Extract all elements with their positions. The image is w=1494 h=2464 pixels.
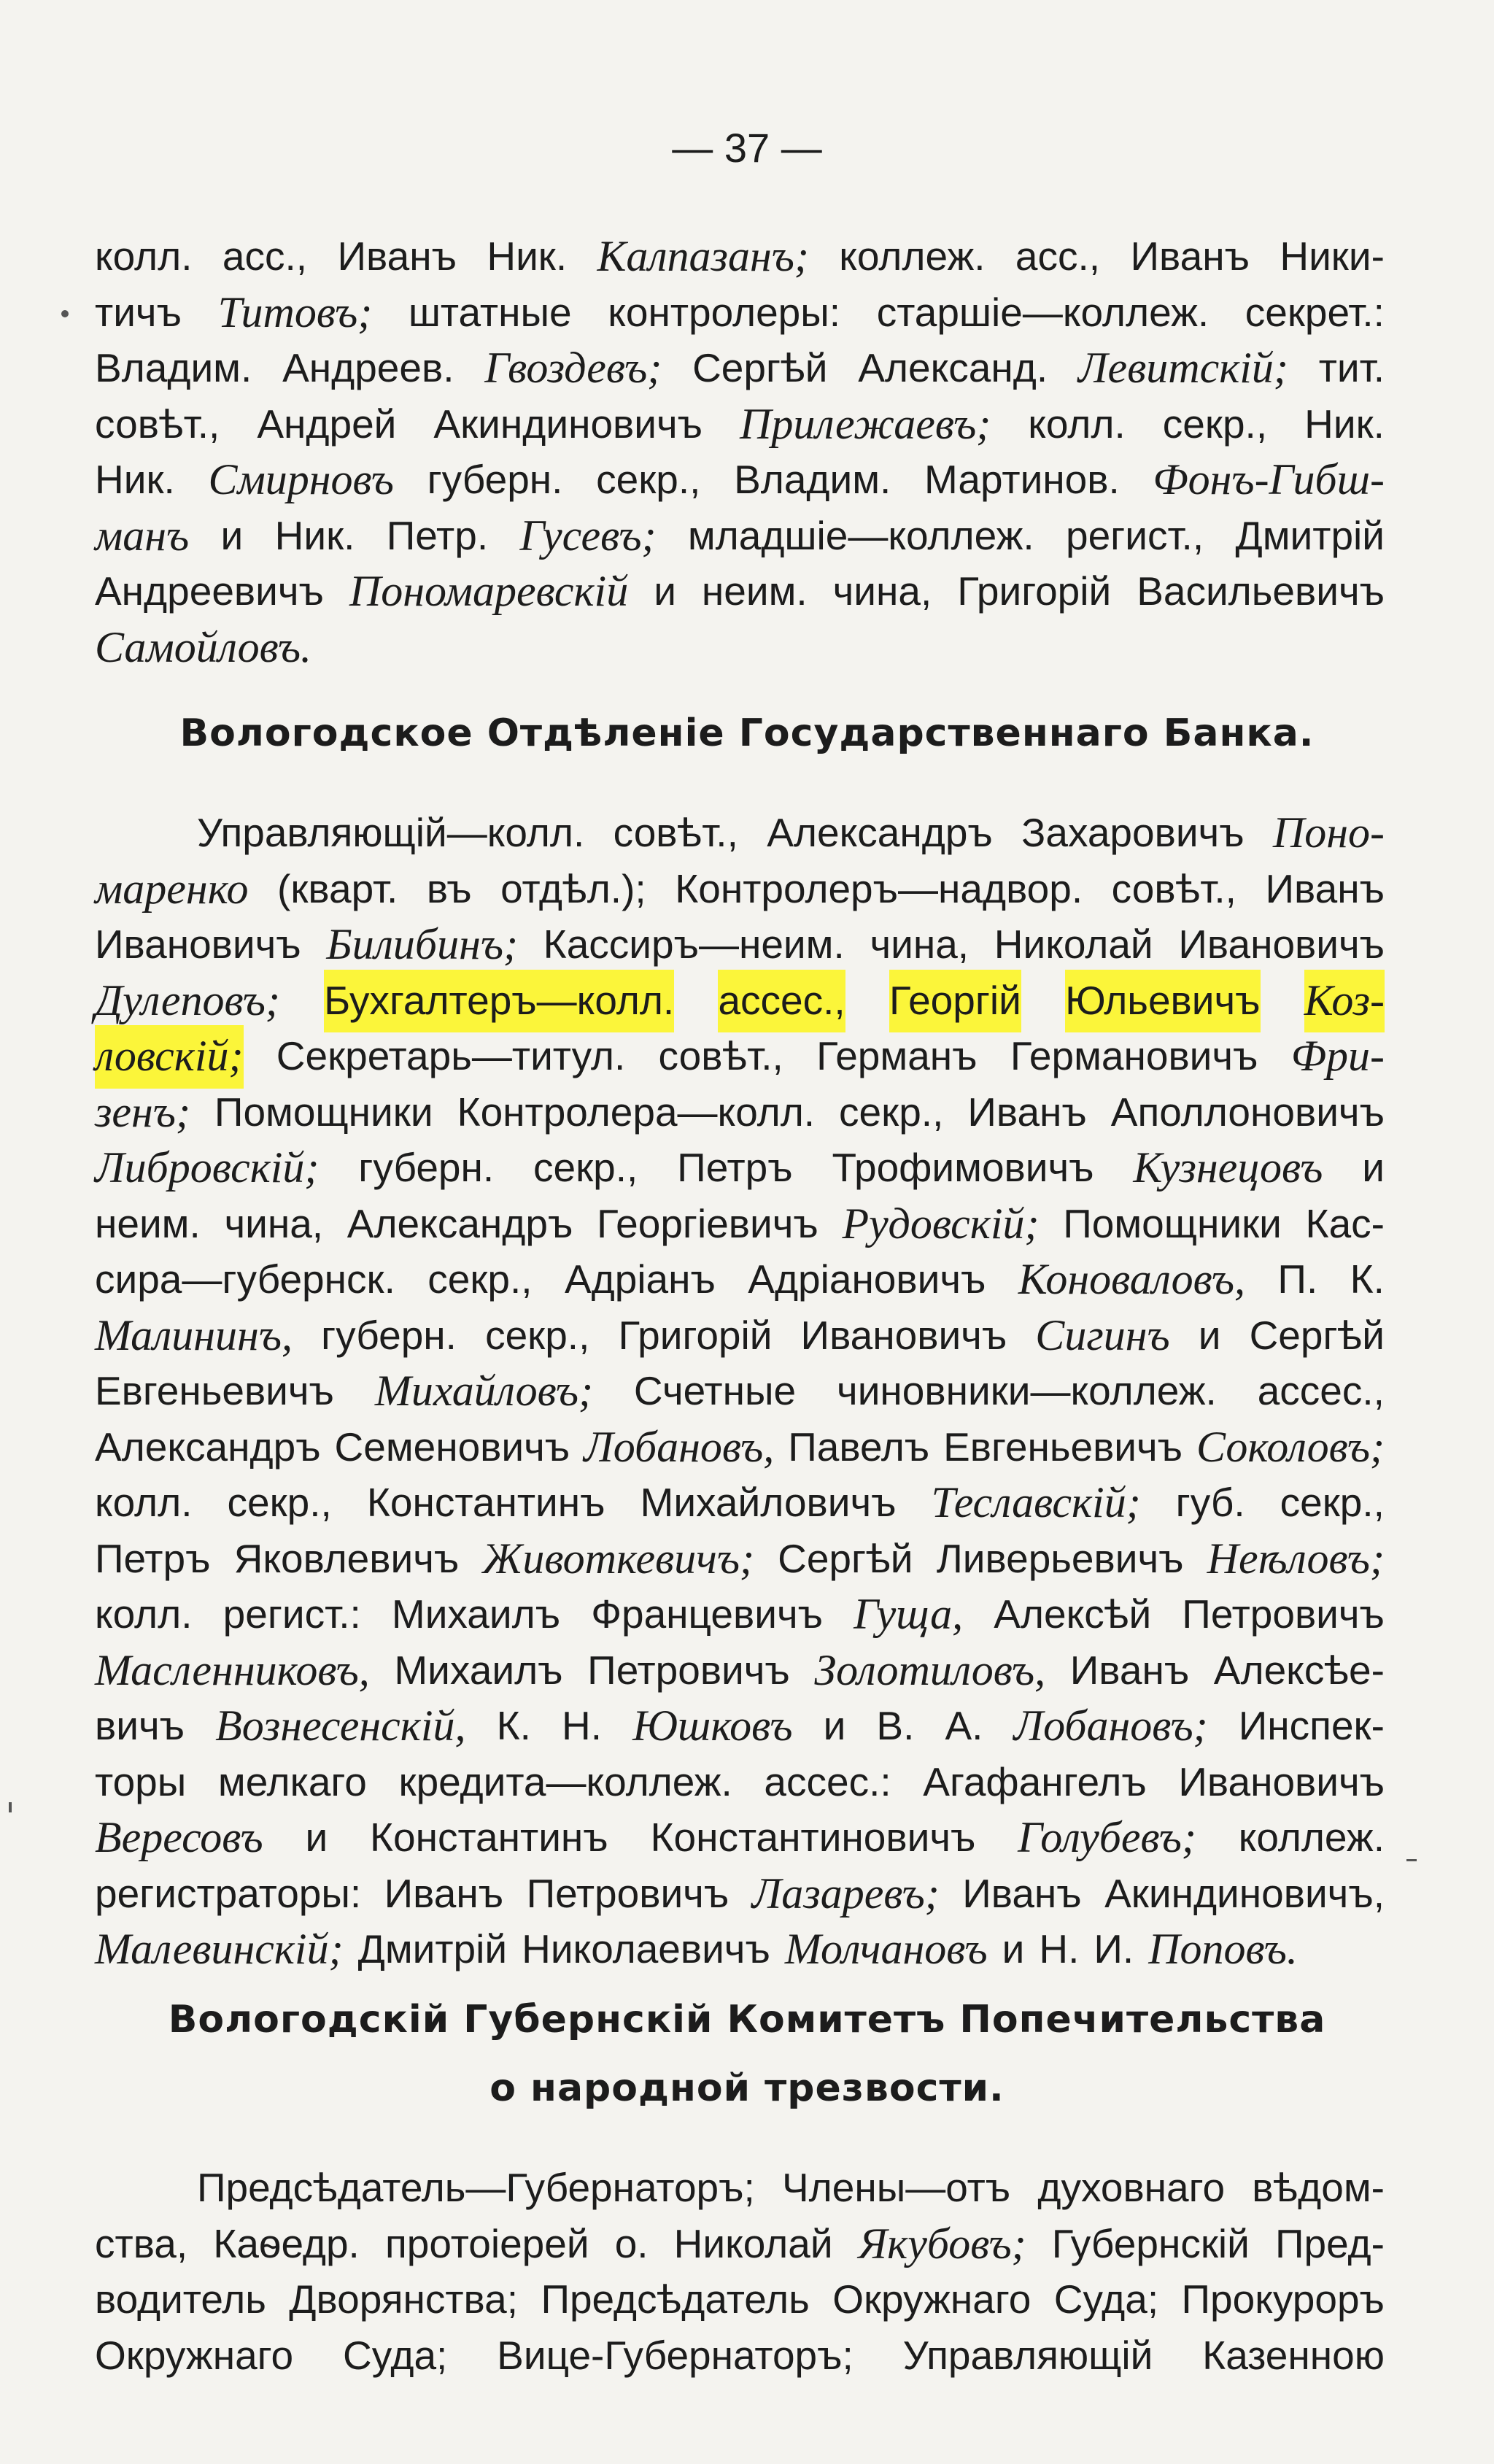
word: Предсѣдатель—Губернаторъ; bbox=[197, 2165, 755, 2210]
word: Казенною bbox=[1202, 2332, 1385, 2378]
word: Окружнаго bbox=[832, 2276, 1032, 2322]
word: Кас- bbox=[1305, 1200, 1385, 1246]
text-line bbox=[95, 2216, 1385, 2272]
word: неим. bbox=[95, 1200, 201, 1246]
word: Михайловичъ bbox=[640, 1480, 897, 1525]
word: Ивановичъ bbox=[1178, 1758, 1385, 1804]
surname-word: маренко bbox=[95, 864, 249, 913]
word: Семеновичъ bbox=[334, 1424, 570, 1469]
word: Акиндиновичъ bbox=[433, 401, 703, 447]
text-line bbox=[95, 1251, 1385, 1308]
temperance-committee-paragraph bbox=[95, 2160, 1385, 2383]
surname-word: Калпазанъ; bbox=[597, 232, 809, 280]
word: Вице-Губернаторъ; bbox=[497, 2332, 854, 2378]
word: асс., bbox=[222, 233, 308, 279]
word: Управляющій—колл. bbox=[197, 810, 585, 855]
surname-word: Якубовъ; bbox=[858, 2219, 1026, 2268]
word: Евгеньевичъ bbox=[943, 1424, 1183, 1469]
surname-word: Вознесенскій, bbox=[215, 1702, 466, 1750]
word: и bbox=[1002, 1926, 1025, 1971]
text-line bbox=[95, 973, 1385, 1029]
word: Ник. bbox=[95, 457, 175, 502]
word: секр., bbox=[839, 1089, 944, 1135]
word: вичъ bbox=[95, 1703, 185, 1748]
text-line bbox=[95, 452, 1385, 508]
word: торы bbox=[95, 1758, 187, 1804]
surname-word: Дулеповъ; bbox=[95, 976, 280, 1024]
word: Константиновичъ bbox=[650, 1815, 976, 1860]
text-line bbox=[95, 2160, 1385, 2216]
word: Петровичъ bbox=[526, 1870, 729, 1916]
word: мелкаго bbox=[217, 1758, 367, 1804]
surname-word: Коз- bbox=[1304, 973, 1385, 1029]
word: Окружнаго bbox=[95, 2332, 294, 2378]
word: коллеж. bbox=[1238, 1815, 1385, 1860]
scan-speck bbox=[1406, 1859, 1417, 1861]
word: неим. bbox=[701, 568, 808, 614]
word: Германовичъ bbox=[1010, 1033, 1258, 1078]
word: и bbox=[305, 1815, 328, 1860]
text-line bbox=[95, 1866, 1385, 1922]
word: коллеж. bbox=[839, 233, 986, 279]
word: сира—губернск. bbox=[95, 1256, 395, 1302]
word: водитель bbox=[95, 2276, 266, 2322]
text-line bbox=[95, 2271, 1385, 2328]
word: Инспек- bbox=[1238, 1703, 1385, 1748]
word: Иванъ bbox=[962, 1870, 1082, 1916]
word: Суда; bbox=[342, 2332, 448, 2378]
word: Ивановичъ bbox=[1178, 922, 1385, 967]
word: секр., bbox=[427, 1256, 533, 1302]
word: колл. bbox=[95, 1480, 193, 1525]
surname-word: Гвоздевъ; bbox=[484, 344, 662, 392]
word: секрет.: bbox=[1245, 289, 1385, 335]
word: Ники- bbox=[1280, 233, 1385, 279]
text-line bbox=[95, 1419, 1385, 1475]
word: Прокуроръ bbox=[1181, 2276, 1385, 2322]
word: Георгіевичъ bbox=[597, 1200, 818, 1246]
surname-word: ловскій; bbox=[95, 1028, 244, 1084]
word: Дмитрій bbox=[357, 1926, 508, 1971]
word: Помощники bbox=[1063, 1200, 1282, 1246]
word: Адріанъ bbox=[564, 1256, 716, 1302]
surname-word: Неѣловъ; bbox=[1207, 1534, 1385, 1583]
word: Яковлевичъ bbox=[233, 1535, 460, 1581]
surname-word: Сигинъ bbox=[1035, 1310, 1170, 1359]
word: губерн. bbox=[321, 1312, 457, 1358]
word: Петровичъ bbox=[587, 1647, 790, 1693]
word: кредита—коллеж. bbox=[398, 1758, 732, 1804]
word: чина, bbox=[870, 922, 969, 967]
word: Петръ bbox=[95, 1535, 211, 1581]
word: Александръ bbox=[767, 810, 993, 855]
word: Васильевичъ bbox=[1137, 568, 1385, 614]
surname-word: Голубевъ; bbox=[1018, 1813, 1196, 1861]
surname-word: Поповъ. bbox=[1148, 1925, 1298, 1973]
word: Николаевичъ bbox=[522, 1926, 770, 1971]
text-line bbox=[95, 1475, 1385, 1531]
word: Александръ bbox=[95, 1424, 321, 1469]
word: секр., bbox=[485, 1312, 590, 1358]
word: Юльевичъ bbox=[1065, 973, 1260, 1029]
surname-word: Кузнецовъ bbox=[1133, 1143, 1323, 1192]
word: Германъ bbox=[816, 1033, 978, 1078]
word: отдѣл.); bbox=[500, 865, 646, 911]
text-line bbox=[95, 1140, 1385, 1196]
word: Евгеньевичъ bbox=[95, 1368, 334, 1413]
surname-word: Малевинскій; bbox=[95, 1925, 344, 1973]
word: тит. bbox=[1318, 345, 1385, 390]
word: Константинъ bbox=[366, 1480, 605, 1525]
word: Михаилъ bbox=[394, 1647, 563, 1693]
word: Захаровичъ bbox=[1021, 810, 1245, 855]
word: Ивановичъ bbox=[95, 922, 301, 967]
surname-word: Пономаревскій bbox=[349, 567, 629, 615]
surname-word: Поно- bbox=[1272, 808, 1385, 857]
text-line bbox=[95, 563, 1385, 619]
surname-word: Гуща, bbox=[854, 1590, 964, 1638]
surname-word: Юшковъ bbox=[632, 1702, 793, 1750]
word: Иванъ bbox=[1130, 233, 1250, 279]
word: Помощники bbox=[214, 1089, 433, 1135]
word: Сергѣй bbox=[692, 345, 828, 390]
word: Мартинов. bbox=[924, 457, 1120, 502]
word: В. bbox=[876, 1703, 915, 1748]
surname-word: Малининъ, bbox=[95, 1310, 293, 1359]
text-line bbox=[95, 1586, 1385, 1642]
text-line bbox=[95, 861, 1385, 917]
word: Владим. bbox=[95, 345, 252, 390]
word: Н. bbox=[562, 1703, 603, 1748]
surname-word: Коноваловъ, bbox=[1018, 1255, 1246, 1303]
surname-word: Масленниковъ, bbox=[95, 1645, 370, 1694]
heading-state-bank-branch: Вологодское Отдѣленіе Государственнаго Банка. bbox=[179, 711, 1315, 755]
surname-word: Гусевъ; bbox=[519, 511, 657, 560]
word: Каѳедр. bbox=[213, 2220, 360, 2266]
word: секр., bbox=[1280, 1480, 1385, 1525]
word: Иванъ bbox=[384, 1870, 504, 1916]
word: Александръ bbox=[347, 1200, 573, 1246]
word: колл. bbox=[95, 1591, 193, 1637]
word: Н. bbox=[1039, 1926, 1080, 1971]
word: регистраторы: bbox=[95, 1870, 362, 1916]
word: чина, bbox=[224, 1200, 324, 1246]
word: асс., bbox=[1015, 233, 1101, 279]
word: Контролера—колл. bbox=[457, 1089, 816, 1135]
text-line bbox=[95, 1754, 1385, 1810]
word: въ bbox=[426, 865, 472, 911]
surname-word: Соколовъ; bbox=[1196, 1422, 1385, 1471]
word: Николай bbox=[673, 2220, 833, 2266]
word: Иванъ bbox=[1265, 865, 1385, 911]
word: Георгій bbox=[889, 973, 1021, 1029]
text-line bbox=[95, 1028, 1385, 1084]
word: и bbox=[1362, 1145, 1385, 1190]
text-line bbox=[95, 1810, 1385, 1866]
word: колл. bbox=[95, 233, 193, 279]
word: Алексѣй bbox=[994, 1591, 1152, 1637]
word: протоіерей bbox=[384, 2220, 589, 2266]
word: (кварт. bbox=[277, 865, 398, 911]
text-line bbox=[95, 619, 1385, 676]
text-line bbox=[95, 1308, 1385, 1364]
word: Адріановичъ bbox=[748, 1256, 986, 1302]
word: Счетные bbox=[633, 1368, 797, 1413]
word: совѣт., bbox=[658, 1033, 783, 1078]
word: и bbox=[1198, 1312, 1221, 1358]
word: Александ. bbox=[858, 345, 1048, 390]
word: штатные bbox=[408, 289, 572, 335]
word: Петр. bbox=[386, 512, 489, 558]
surname-word: Лобановъ, bbox=[584, 1422, 775, 1471]
surname-word: Лобановъ; bbox=[1013, 1702, 1208, 1750]
text-line bbox=[95, 1698, 1385, 1754]
word: Андреев. bbox=[282, 345, 454, 390]
surname-word: манъ bbox=[95, 511, 190, 560]
text-line bbox=[95, 396, 1385, 452]
word: Управляющій bbox=[902, 2332, 1153, 2378]
word: секр., bbox=[227, 1480, 332, 1525]
word: Губернскій bbox=[1051, 2220, 1250, 2266]
word: Петровичъ bbox=[1182, 1591, 1385, 1637]
word: секр., bbox=[533, 1145, 638, 1190]
text-line bbox=[95, 916, 1385, 973]
word: старшіе—коллеж. bbox=[876, 289, 1209, 335]
word: ства, bbox=[95, 2220, 188, 2266]
word: тичъ bbox=[95, 289, 182, 335]
word: Павелъ bbox=[788, 1424, 930, 1469]
word: секр., bbox=[1162, 401, 1268, 447]
word: и bbox=[220, 512, 244, 558]
word: вѣдом- bbox=[1252, 2165, 1385, 2210]
word: Константинъ bbox=[369, 1815, 608, 1860]
word: и bbox=[654, 568, 676, 614]
word: К. bbox=[496, 1703, 531, 1748]
surname-word: Вересовъ bbox=[95, 1813, 263, 1861]
text-line bbox=[95, 1084, 1385, 1140]
word: Агафангелъ bbox=[923, 1758, 1147, 1804]
word: Кассиръ—неим. bbox=[543, 922, 845, 967]
word: регист.: bbox=[222, 1591, 361, 1637]
word: губ. bbox=[1175, 1480, 1245, 1525]
surname-word: зенъ; bbox=[95, 1087, 190, 1136]
word: Михаилъ bbox=[391, 1591, 561, 1637]
surname-word: Животкевичъ; bbox=[482, 1534, 754, 1583]
word: Ивановичъ bbox=[800, 1312, 1007, 1358]
state-bank-staff-paragraph bbox=[95, 805, 1385, 1977]
surname-word: Титовъ; bbox=[217, 287, 373, 336]
text-line bbox=[95, 340, 1385, 396]
word: Пред- bbox=[1274, 2220, 1385, 2266]
text-line bbox=[95, 508, 1385, 564]
officials-paragraph bbox=[95, 228, 1385, 675]
word: совѣт., bbox=[613, 810, 738, 855]
word: губерн. bbox=[358, 1145, 495, 1190]
surname-word: Лазаревъ; bbox=[751, 1869, 940, 1917]
word: Ник. bbox=[274, 512, 355, 558]
word: Григорій bbox=[618, 1312, 773, 1358]
surname-word: Левитскій; bbox=[1077, 344, 1288, 392]
text-line bbox=[95, 1921, 1385, 1977]
word: чиновники—коллеж. bbox=[837, 1368, 1217, 1413]
text-line bbox=[95, 1363, 1385, 1419]
word: Члены—отъ bbox=[781, 2165, 1011, 2210]
word: о. bbox=[614, 2220, 649, 2266]
word: Дмитрій bbox=[1235, 512, 1385, 558]
text-line bbox=[95, 1196, 1385, 1252]
word: И. bbox=[1094, 1926, 1134, 1971]
word: Сергѣй bbox=[1249, 1312, 1385, 1358]
word: Секретарь—титул. bbox=[276, 1033, 626, 1078]
scan-speck bbox=[61, 310, 69, 317]
surname-word: Билибинъ; bbox=[326, 920, 518, 968]
word: А. bbox=[945, 1703, 983, 1748]
word: Иванъ bbox=[337, 233, 457, 279]
surname-word: Молчановъ bbox=[784, 1925, 988, 1973]
word: П. bbox=[1277, 1256, 1318, 1302]
word: Андрей bbox=[257, 401, 397, 447]
word: и bbox=[823, 1703, 846, 1748]
word: Иванъ bbox=[967, 1089, 1087, 1135]
word: Суда; bbox=[1053, 2276, 1159, 2322]
word: Бухгалтеръ—колл. bbox=[324, 973, 674, 1029]
word: ассес., bbox=[1257, 1368, 1385, 1413]
word: ассес.: bbox=[764, 1758, 891, 1804]
scan-speck bbox=[9, 1802, 12, 1812]
word: Алексѣе- bbox=[1213, 1647, 1385, 1693]
word: чина, bbox=[832, 568, 932, 614]
word: контролеры: bbox=[608, 289, 841, 335]
surname-word: Михайловъ; bbox=[374, 1367, 593, 1415]
word: Ливерьевичъ bbox=[936, 1535, 1184, 1581]
word: колл. bbox=[1028, 401, 1126, 447]
word: Григорій bbox=[957, 568, 1112, 614]
surname-word: Либровскій; bbox=[95, 1143, 320, 1192]
word: ассес., bbox=[718, 973, 845, 1029]
word: духовнаго bbox=[1037, 2165, 1226, 2210]
word: Францевичъ bbox=[591, 1591, 823, 1637]
surname-word: Золотиловъ, bbox=[814, 1645, 1046, 1694]
heading-temperance-committee-line2: о народной трезвости. bbox=[489, 2066, 1005, 2110]
word: регист., bbox=[1066, 512, 1204, 558]
word: Андреевичъ bbox=[95, 568, 324, 614]
surname-word: Самойловъ. bbox=[95, 622, 312, 671]
word: Владим. bbox=[734, 457, 891, 502]
word: Дворянства; bbox=[289, 2276, 519, 2322]
word: Николай bbox=[994, 922, 1153, 967]
word: губерн. bbox=[427, 457, 563, 502]
word: совѣт., bbox=[95, 401, 220, 447]
surname-word: Фри- bbox=[1290, 1032, 1385, 1080]
surname-word: Рудовскій; bbox=[842, 1199, 1040, 1248]
text-line bbox=[95, 285, 1385, 341]
word: Ник. bbox=[487, 233, 568, 279]
word: секр., bbox=[596, 457, 701, 502]
word: Контролеръ—надвор. bbox=[675, 865, 1083, 911]
page-number: — 37 — bbox=[672, 125, 822, 171]
text-line bbox=[95, 2328, 1385, 2384]
text-line bbox=[95, 805, 1385, 861]
surname-word: Фонъ-Гибш- bbox=[1153, 455, 1385, 503]
word: Аполлоновичъ bbox=[1110, 1089, 1385, 1135]
text-line bbox=[95, 1531, 1385, 1587]
heading-temperance-committee-line1: Вологодскій Губернскій Комитетъ Попечительства bbox=[168, 1998, 1326, 2042]
word: совѣт., bbox=[1111, 865, 1236, 911]
word: Ник. bbox=[1304, 401, 1385, 447]
word: К. bbox=[1350, 1256, 1385, 1302]
word: Иванъ bbox=[1069, 1647, 1190, 1693]
surname-word: Теславскій; bbox=[931, 1478, 1141, 1526]
surname-word: Прилежаевъ; bbox=[740, 399, 991, 448]
word: Предсѣдатель bbox=[541, 2276, 810, 2322]
surname-word: Смирновъ bbox=[208, 455, 394, 503]
text-line bbox=[95, 1642, 1385, 1699]
word: младшіе—коллеж. bbox=[687, 512, 1034, 558]
word: Акиндиновичъ, bbox=[1104, 1870, 1385, 1916]
word: Трофимовичъ bbox=[832, 1145, 1094, 1190]
text-line bbox=[95, 228, 1385, 285]
word: Сергѣй bbox=[778, 1535, 913, 1581]
word: Петръ bbox=[677, 1145, 793, 1190]
